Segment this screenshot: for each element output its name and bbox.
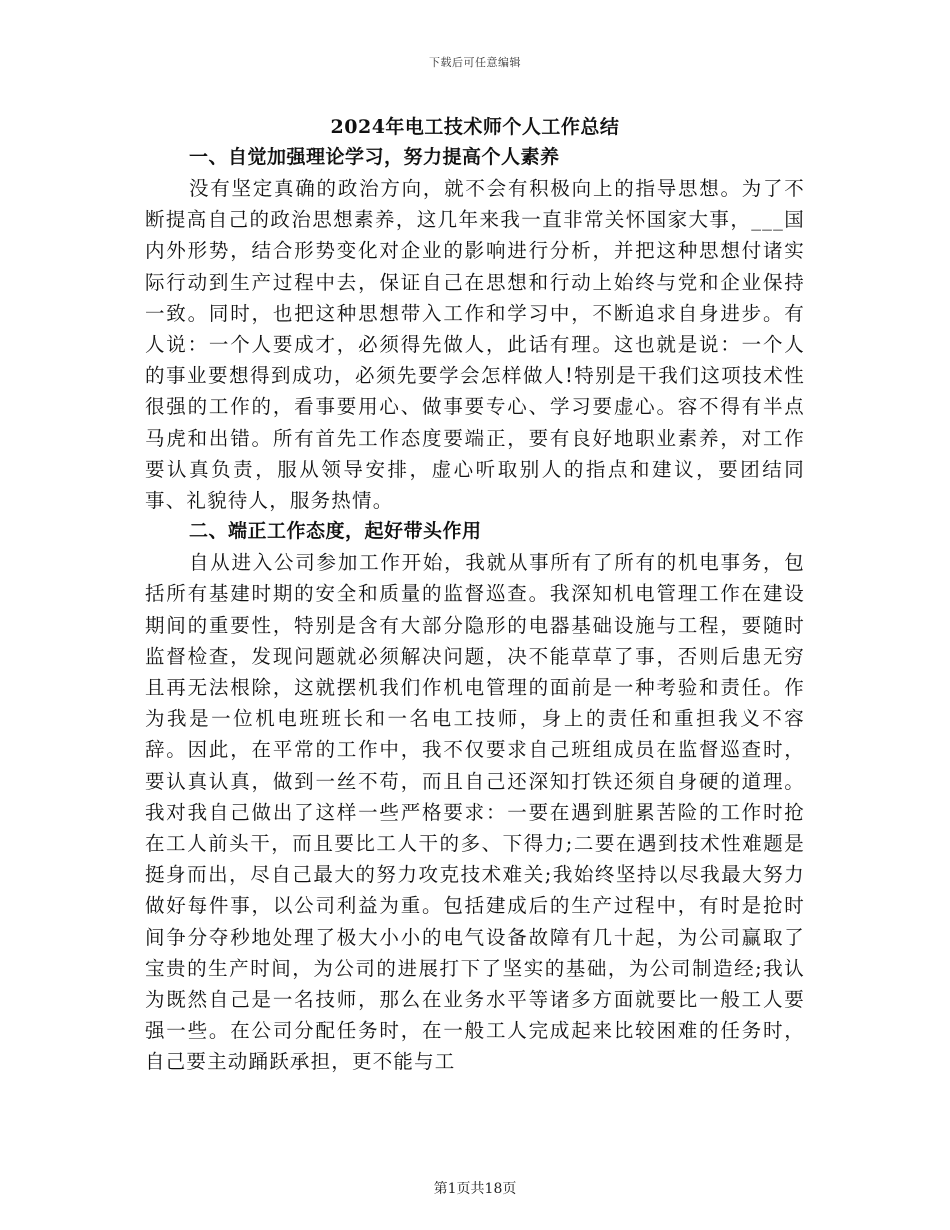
section-heading-1: 一、自觉加强理论学习，努力提高个人素养 — [189, 146, 560, 168]
section-heading-2: 二、端正工作态度，起好带头作用 — [189, 520, 482, 543]
header-note: 下载后可任意编辑 — [429, 56, 521, 69]
page-footer: 第1页共18页 — [433, 1181, 517, 1197]
document-title: 2024年电工技术师个人工作总结 — [330, 116, 620, 138]
section-paragraph-2: 自从进入公司参加工作开始，我就从事所有了所有的机电事务，包括所有基建时期的安全和质量的监督巡查。我深知机电管理工作在建设期间的重要性，特别是含有大部分隐形的电器基础设施与工程，要随时监督检查，发现问题就必须解决问题，决不能草草了事，否则后患无穷且再无法根除，这就摆机我们作机电管理的面前是一种考验和责任。作为我是一位机电班班长和一名电工技师，身上的责任和重担我义不容辞。因此，在平常的工作中，我不仅要求自己班组成员在监督巡查时，要认真认真，做到一丝不苟，而且自己还深知打铁还须自身硬的道理。我对我自己做出了这样一些严格要求：一要在遇到脏累苦险的工作时抢在工人前头干，而且要比工人干的多、下得力;二要在遇到技术性难题是挺身而出，尽自己最大的努力攻克技术难关;我始终坚持以尽我最大努力做好每件事，以公司利益为重。包括建成后的生产过程中，有时是抢时间争分夺秒地处理了极大小小的电气设备故障有几十起，为公司赢取了宝贵的生产时间，为公司的进展打下了坚实的基础，为公司制造经;我认为既然自己是一名技师，那么在业务水平等诸多方面就要比一般工人要强一些。在公司分配任务时，在一般工人完成起来比较困难的任务时，自己要主动踊跃承担，更不能与工 — [145, 551, 805, 1074]
section-paragraph-1: 没有坚定真确的政治方向，就不会有积极向上的指导思想。为了不断提高自己的政治思想素养，这几年来我一直非常关怀国家大事，___国内外形势，结合形势变化对企业的影响进行分析，并把这种思想付诸实际行动到生产过程中去，保证自己在思想和行动上始终与党和企业保持一致。同时，也把这种思想带入工作和学习中，不断追求自身进步。有人说：一个人要成才，必须得先做人，此话有理。这也就是说：一个人的事业要想得到成功，必须先要学会怎样做人!特别是干我们这项技术性很强的工作的，看事要用心、做事要专心、学习要虚心。容不得有半点马虎和出错。所有首先工作态度要端正，要有良好地职业素养，对工作要认真负责，服从领导安排，虚心听取别人的指点和建议，要团结同事、礼貌待人，服务热情。 — [145, 177, 805, 513]
document-body — [145, 142, 805, 1078]
